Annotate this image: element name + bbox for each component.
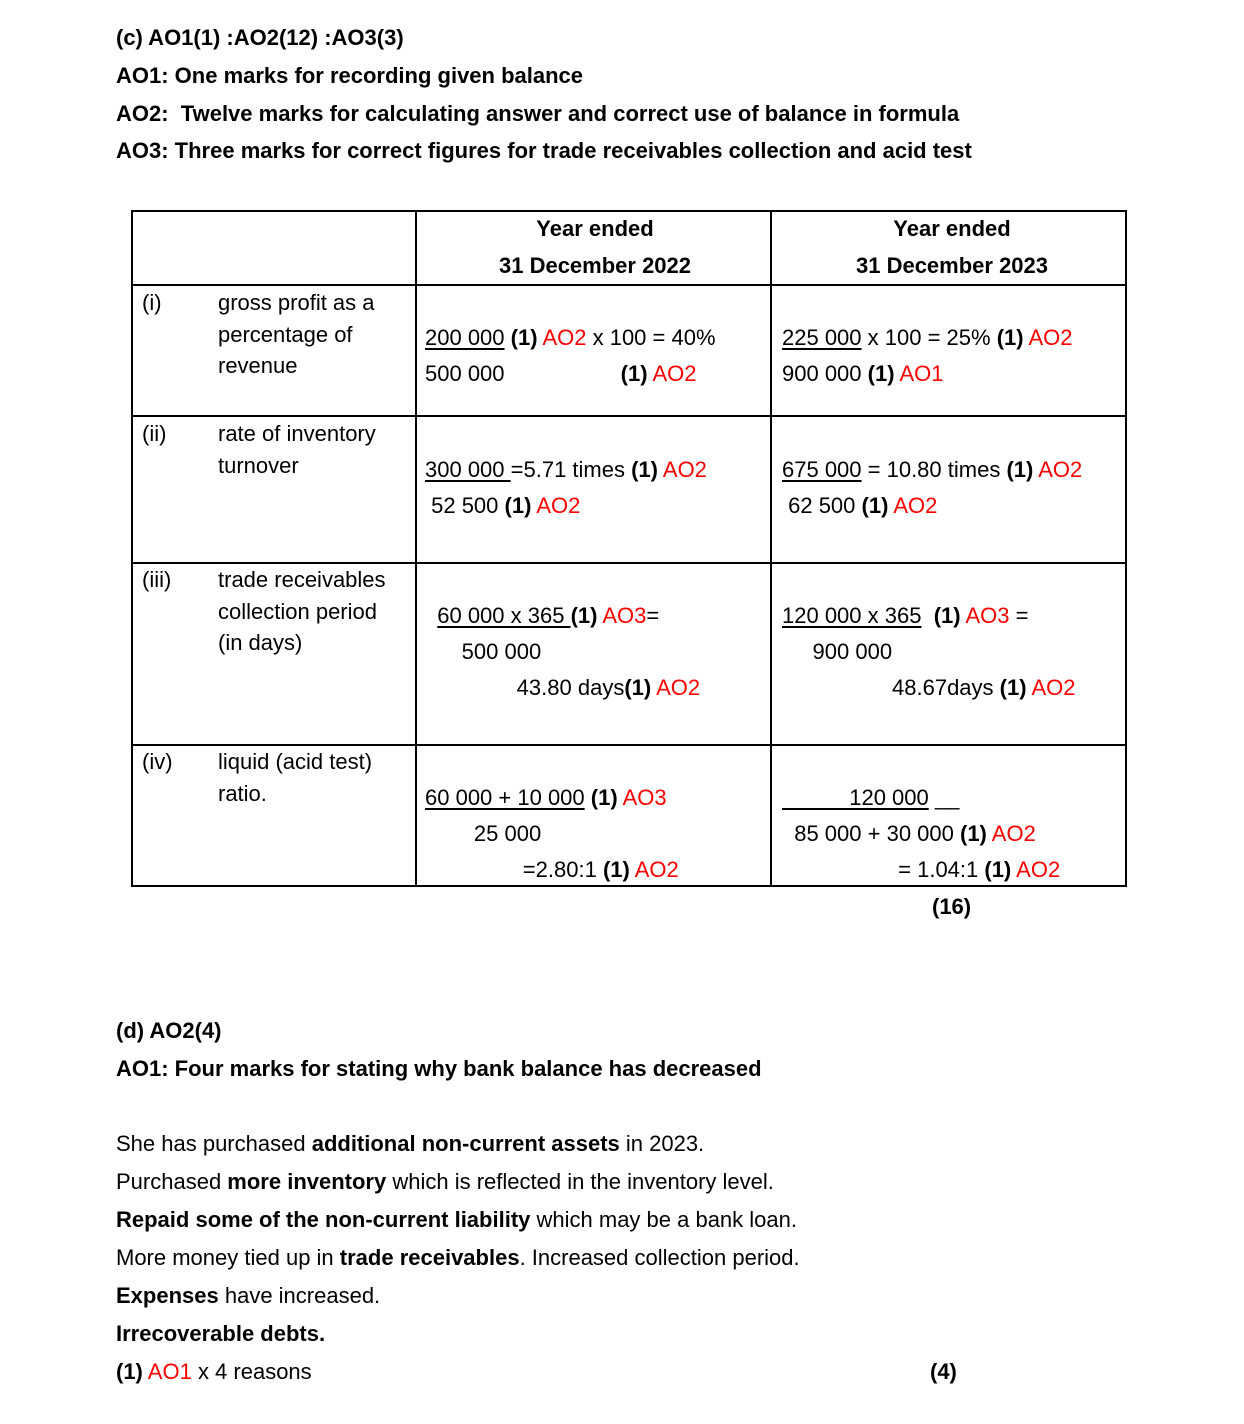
text-segment: More money tied up in [116, 1245, 340, 1270]
cell-2022-line [425, 675, 700, 701]
text-segment: She has purchased [116, 1131, 312, 1156]
cell-2023-line [782, 857, 1060, 883]
text-segment: which may be a bank loan. [530, 1207, 797, 1232]
text-segment: 500 000 [425, 361, 621, 386]
text-segment: (1) [996, 325, 1024, 350]
assessment-objective: AO1 [147, 1359, 192, 1384]
part-d-heading-line [116, 1018, 222, 1044]
row-label: turnover [218, 452, 299, 478]
row-divider [133, 415, 1125, 417]
assessment-objective: AO3 [622, 785, 667, 810]
row-number: (i) [142, 290, 162, 315]
part-c-heading-line [116, 138, 972, 164]
row-label: gross profit as a [218, 290, 375, 315]
cell-2022-line [425, 821, 541, 847]
text-segment: 85 000 + 30 000 [782, 821, 960, 846]
assessment-objective: AO2 [1016, 857, 1061, 882]
text-segment: =2.80:1 [425, 857, 603, 882]
text-segment: (c) AO1(1) :AO2(12) :AO3(3) [116, 25, 404, 50]
part-d-reason-line [116, 1321, 325, 1347]
text-segment: (d) AO2(4) [116, 1018, 222, 1043]
row-divider [133, 284, 1125, 286]
cell-2022-line [425, 361, 697, 387]
assessment-objective: AO2 [662, 457, 707, 482]
text-segment: (1) [861, 493, 889, 518]
row-divider [133, 562, 1125, 564]
assessment-objective: AO2 [1031, 675, 1076, 700]
text-segment: 43.80 days [425, 675, 625, 700]
text-segment: x 100 = 40% [586, 325, 716, 350]
row-label: percentage of [218, 321, 353, 347]
text-segment: 60 000 x 365 [437, 603, 571, 628]
text-segment: more inventory [227, 1169, 387, 1194]
text-segment: 300 000 [425, 457, 511, 482]
text-segment: . Increased collection period. [519, 1245, 800, 1270]
ratio-table [131, 210, 1127, 887]
text-segment: (1) [504, 493, 532, 518]
text-segment: x 100 = 25% [861, 325, 997, 350]
text-segment: 62 500 [782, 493, 862, 518]
cell-2022-line [425, 603, 659, 629]
text-segment: 60 000 + 10 000 [425, 785, 585, 810]
text-segment: 52 500 [425, 493, 505, 518]
text-segment: = [1009, 603, 1029, 628]
column-header: 31 December 2022 [498, 253, 692, 278]
text-segment: in 2023. [619, 1131, 705, 1156]
text-segment: Purchased [116, 1169, 228, 1194]
cell-2022-line [425, 639, 541, 665]
text-segment: AO3: Three marks for correct figures for trade receivables collection and acid test [116, 138, 972, 163]
text-segment: (1) [570, 603, 598, 628]
text-segment [921, 603, 933, 628]
text-segment: 120 000 x 365 [782, 603, 922, 628]
part-c-heading-line [116, 25, 404, 51]
text-segment: (1) [624, 675, 652, 700]
cell-2023-line [782, 493, 937, 519]
row-divider [133, 744, 1125, 746]
text-segment: __ [934, 785, 960, 810]
assessment-objective: AO2 [1038, 457, 1083, 482]
column-header: 31 December 2023 [855, 253, 1049, 278]
text-segment: (1) [867, 361, 895, 386]
text-segment: additional non-current assets [311, 1131, 620, 1156]
part-d-reason-line [116, 1169, 774, 1195]
row-label: ratio. [218, 780, 267, 806]
part-d-reason-line [116, 1359, 312, 1385]
text-segment: AO1: Four marks for stating why bank balance has decreased [116, 1056, 762, 1081]
text-segment: = 10.80 times [861, 457, 1007, 482]
part-d-reason-line [116, 1131, 704, 1157]
row-number: (iv) [142, 749, 173, 774]
part-c-heading-line [116, 101, 959, 127]
cell-2022-line [425, 493, 580, 519]
text-segment: 900 000 [782, 361, 868, 386]
text-segment: 120 000 [782, 785, 929, 810]
text-segment: (1) [620, 361, 648, 386]
text-segment: 200 000 [425, 325, 505, 350]
column-divider [415, 212, 417, 885]
text-segment: 500 000 [425, 639, 542, 664]
cell-2023-line [782, 675, 1076, 701]
text-segment [425, 603, 437, 628]
text-segment: (1) [631, 457, 658, 482]
assessment-objective: AO2 [536, 493, 581, 518]
column-header: Year ended [893, 216, 1011, 241]
assessment-objective: AO2 [634, 857, 679, 882]
row-label: trade receivables [218, 567, 386, 592]
row-number: (iii) [142, 567, 172, 592]
row-number: (ii) [142, 421, 167, 446]
text-segment: 675 000 [782, 457, 862, 482]
part-c-heading-line [116, 63, 583, 89]
text-segment: AO1: One marks for recording given balance [116, 63, 584, 88]
text-segment: 900 000 [782, 639, 893, 664]
assessment-objective: AO2 [656, 675, 701, 700]
text-segment: 225 000 [782, 325, 862, 350]
text-segment: which is reflected in the inventory level. [386, 1169, 774, 1194]
part-d-reason-line [116, 1207, 797, 1233]
row-label: (in days) [218, 630, 303, 655]
cell-2023-line [782, 639, 892, 665]
text-segment: x 4 reasons [191, 1359, 312, 1384]
assessment-objective: AO2 [542, 325, 587, 350]
cell-2022-line [425, 857, 679, 883]
column-divider [770, 212, 772, 885]
text-segment: (1) [510, 325, 538, 350]
cell-2023-line [782, 361, 943, 387]
cell-2023-line [782, 603, 1029, 629]
text-segment: (1) [960, 821, 987, 846]
text-segment: trade receivables [339, 1245, 520, 1270]
assessment-objective: AO2 [1028, 325, 1073, 350]
row-label: liquid (acid test) [218, 749, 373, 774]
row-label: collection period [218, 598, 377, 624]
part-d-total-marks: (4) [930, 1359, 957, 1384]
text-segment: AO2: Twelve marks for calculating answer and correct use of balance in formula [116, 101, 960, 126]
assessment-objective: AO3 [602, 603, 647, 628]
assessment-objective: AO2 [893, 493, 938, 518]
part-d-reason-line [116, 1283, 380, 1309]
assessment-objective: AO3 [965, 603, 1010, 628]
cell-2023-line [782, 457, 1082, 483]
text-segment: Expenses [116, 1283, 219, 1308]
text-segment: (1) [602, 857, 630, 882]
cell-2023-line [782, 785, 959, 811]
text-segment: (1) [590, 785, 618, 810]
row-label: revenue [218, 353, 298, 378]
text-segment: Irrecoverable debts. [116, 1321, 326, 1346]
part-d-heading-line [116, 1056, 762, 1082]
text-segment: = 1.04:1 [782, 857, 985, 882]
text-segment: (1) [999, 675, 1027, 700]
assessment-objective: AO1 [899, 361, 944, 386]
assessment-objective: AO2 [652, 361, 697, 386]
part-c-total-marks: (16) [932, 894, 972, 919]
text-segment: 25 000 [425, 821, 542, 846]
cell-2022-line [425, 457, 707, 483]
text-segment: (1) [1006, 457, 1034, 482]
text-segment: Repaid some of the non-current liability [116, 1207, 531, 1232]
cell-2023-line [782, 325, 1073, 351]
cell-2022-line [425, 785, 667, 811]
text-segment: =5.71 times [510, 457, 632, 482]
text-segment: (1) [984, 857, 1012, 882]
text-segment: have increased. [218, 1283, 381, 1308]
text-segment: (1) [116, 1359, 143, 1384]
row-label: rate of inventory [218, 421, 376, 446]
cell-2023-line [782, 821, 1036, 847]
column-header: Year ended [536, 216, 654, 241]
text-segment: = [646, 603, 660, 628]
text-segment: (1) [933, 603, 961, 628]
part-d-reason-line [116, 1245, 800, 1271]
text-segment: 48.67days [782, 675, 1000, 700]
assessment-objective: AO2 [991, 821, 1036, 846]
cell-2022-line [425, 325, 716, 351]
